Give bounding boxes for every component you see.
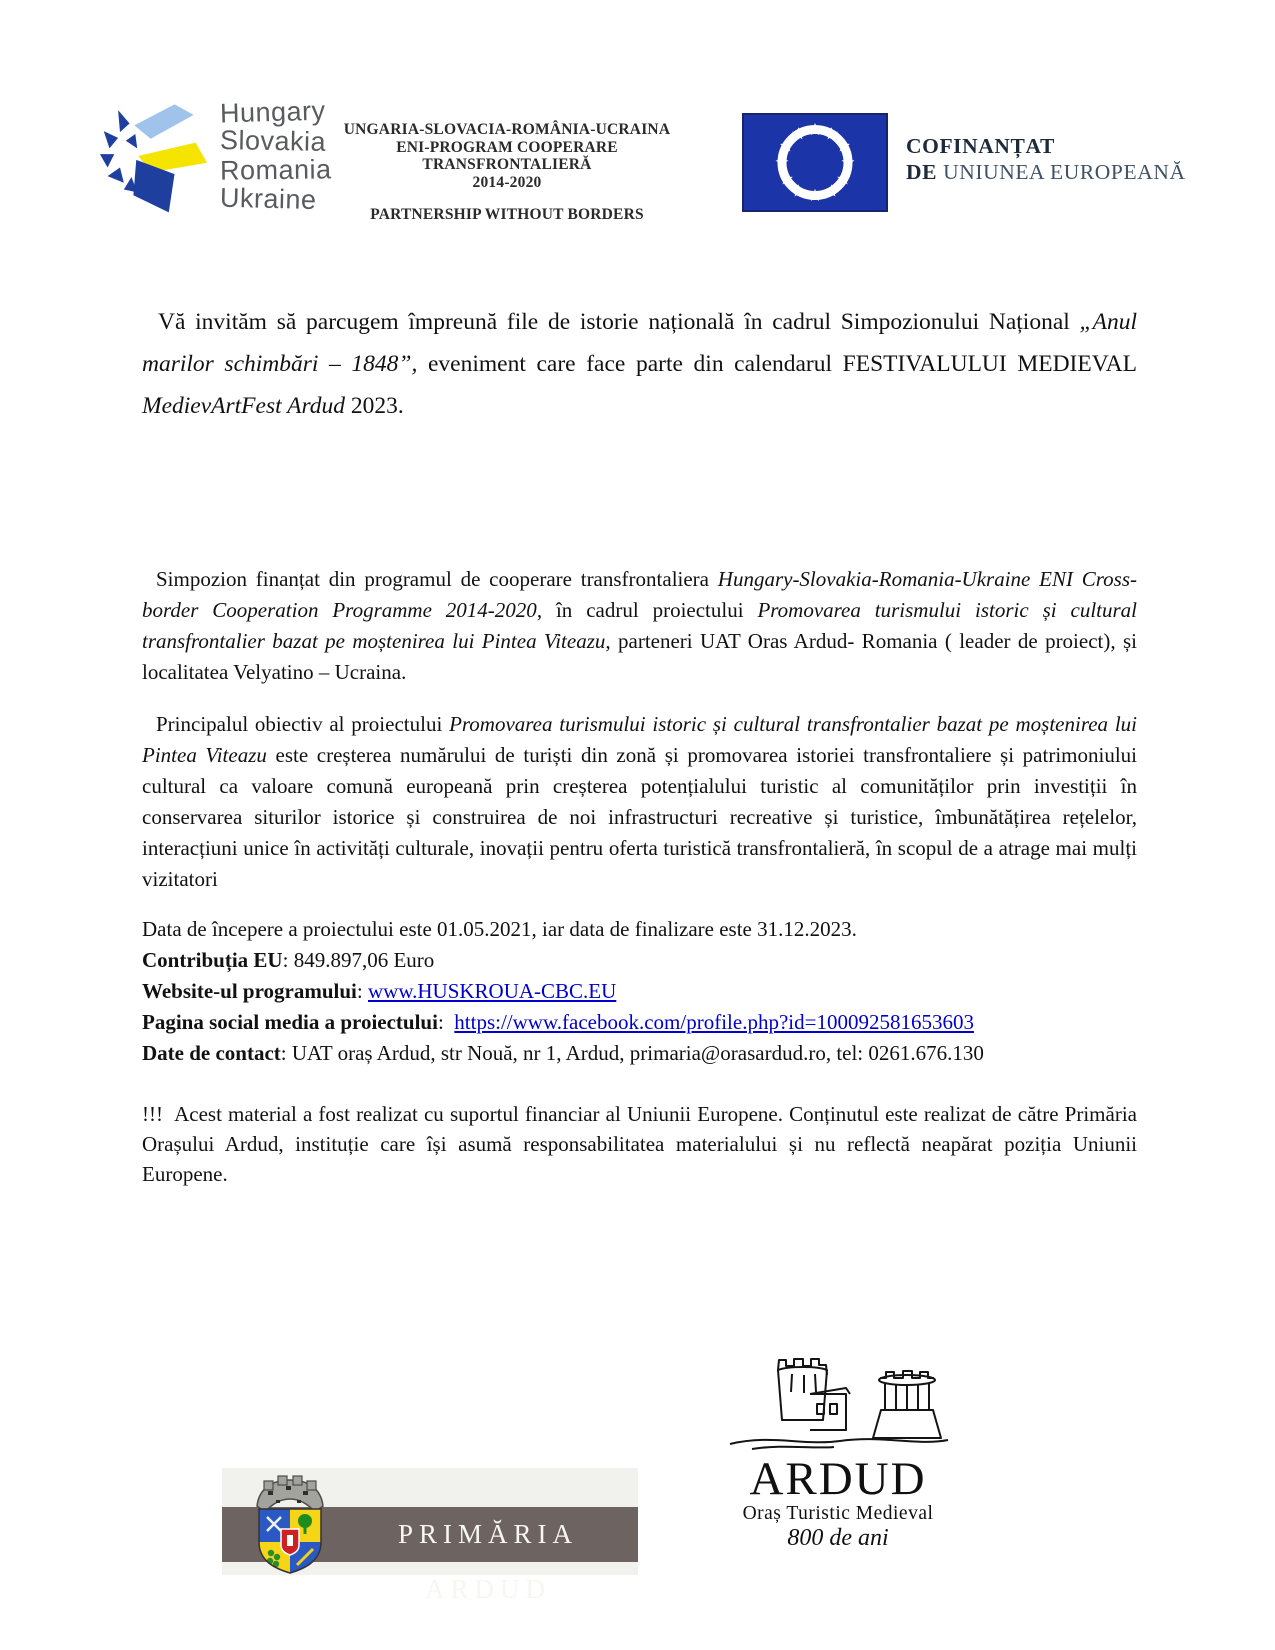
text-run: Simpozion finanțat din programul de cooperare transfrontaliera — [156, 567, 718, 591]
text-run: , parteneri UAT Oras Ardud- Romania ( leader de proiect), și localitatea Velyatino – Ucraina. — [142, 629, 1137, 684]
logo-country-hungary: Hungary — [219, 95, 326, 129]
program-title-line-3: 2014-2020 — [472, 173, 542, 191]
text-run: !!! Acest material a fost realizat cu suportul financiar al Uniunii Europene. Conținutul este realizat de către Primăria Orașului Ardud, instituție care își asumă responsabilitatea materialului și nu reflectă neapărat poziția Uniunii Europene. — [142, 1102, 1137, 1186]
text-run: Hungary-Slovakia-Romania-Ukraine ENI Cross-border Cooperation Programme 2014-2020 — [142, 567, 1137, 622]
text-run: este creșterea numărului de turiști din zonă și promovarea istoriei transfrontaliere și patrimoniului cultural ca valoare comună europeană prin creșterea potențialului turistic al comunităților prin investiții în conservarea siturilor istorice și construirea de noi infrastructuri recreative și turistice, îmbunătățirea rețelelor, interacțiuni unice în activități culturale, inovații pentru oferta turistică transfrontalieră, în scopul de a atrage mai mulți vizitatori — [142, 743, 1137, 891]
program-logo-wordmark — [220, 96, 332, 216]
text-run: Pagina social media a proiectului — [142, 1010, 438, 1034]
text-run: : UAT oraș Ardud, str Nouă, nr 1, Ardud, primaria@orasardud.ro, tel: 0261.676.130 — [280, 1041, 984, 1065]
eu-flag-icon — [742, 113, 888, 212]
text-run: : 849.897,06 Euro — [282, 948, 435, 972]
logo-country-slovakia: Slovakia — [219, 125, 327, 157]
text-run: 2023. — [344, 393, 404, 419]
detail-website — [142, 976, 1137, 1007]
document-body — [142, 301, 1137, 1189]
detail-start-end-date — [142, 914, 1137, 945]
program-title-line-1: UNGARIA-SLOVACIA-ROMÂNIA-UCRAINA — [343, 121, 671, 138]
ardud-tagline: 800 de ani — [787, 1525, 889, 1551]
funding-paragraph — [142, 564, 1137, 688]
text-run: Data de începere a proiectului este 01.05.2021, iar data de finalizare este 31.12.2023. — [142, 917, 857, 941]
objective-paragraph — [142, 709, 1137, 895]
program-logo — [98, 96, 332, 216]
primaria-ardud-label: PRIMĂRIA ARDUD — [397, 1519, 579, 1604]
logo-country-ukraine: Ukraine — [219, 182, 317, 215]
ardud-logo — [722, 1348, 954, 1552]
project-details — [142, 914, 1137, 1069]
pinwheel-logo-icon — [98, 96, 208, 216]
hyperlink[interactable]: www.HUSKROUA-CBC.EU — [367, 979, 617, 1003]
coat-of-arms-icon — [244, 1473, 336, 1575]
text-run: : — [356, 979, 368, 1003]
program-title-line-4: PARTNERSHIP WITHOUT BORDERS — [370, 206, 644, 223]
detail-social-media — [142, 1007, 1137, 1038]
text-run: Website-ul programului — [142, 979, 357, 1003]
ardud-towers-icon — [722, 1348, 954, 1458]
intro-paragraph — [142, 301, 1137, 427]
text-run: : — [437, 1010, 455, 1034]
hyperlink[interactable]: https://www.facebook.com/profile.php?id=100092581653603 — [454, 1010, 974, 1034]
program-title-line-2: ENI-PROGRAM COOPERARE TRANSFRONTALIERĂ — [396, 138, 618, 173]
text-run: eveniment care face parte din calendarul FESTIVALULUI MEDIEVAL — [417, 351, 1138, 377]
text-run: Promovarea turismului istoric și cultural transfrontalier bazat pe moștenirea lui Pintea Viteazu — [142, 598, 1138, 653]
eu-cofinance-line-2: DE UNIUNEA EUROPEANĂ — [906, 160, 1186, 184]
detail-contact — [142, 1038, 1137, 1069]
eu-cofinance-line-1: COFINANȚAT — [906, 134, 1055, 158]
eu-cofinance-text — [906, 133, 1186, 185]
ardud-title: ARDUD — [749, 1453, 927, 1505]
text-run: MedievArtFest Ardud — [142, 393, 345, 419]
text-run: Promovarea turismului istoric și cultural transfrontalier bazat pe moștenirea lui Pintea Viteazu — [142, 712, 1137, 767]
primaria-ardud-banner — [222, 1468, 638, 1604]
logo-country-romania: Romania — [219, 154, 332, 186]
program-title-block — [318, 121, 696, 224]
text-run: Date de contact — [142, 1041, 281, 1065]
text-run: Principalul obiectiv al proiectului — [156, 712, 450, 736]
ardud-subtitle: Oraș Turistic Medieval — [742, 1503, 934, 1524]
text-run: Vă invităm să parcugem împreună file de istorie națională în cadrul Simpozionului Național — [158, 309, 1080, 335]
text-run: „Anul marilor schimbări – 1848”, — [142, 309, 1137, 377]
text-run: Contribuția EU — [142, 948, 283, 972]
disclaimer-paragraph — [142, 1099, 1137, 1189]
detail-eu-contribution — [142, 945, 1137, 976]
text-run: , în cadrul proiectului — [536, 598, 758, 622]
